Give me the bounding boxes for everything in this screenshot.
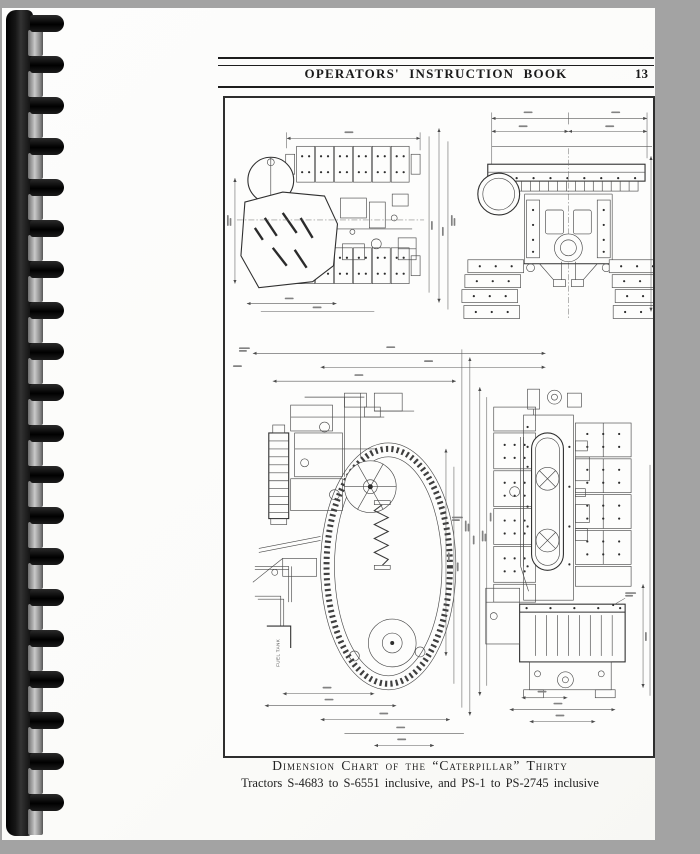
page-number: 13 bbox=[635, 66, 648, 81]
engine-plan-view-drawing bbox=[480, 387, 653, 721]
front-view-drawing bbox=[462, 111, 653, 319]
caption-title: Dimension Chart of the “Caterpillar” Thirty bbox=[272, 758, 568, 773]
top-view-drawing bbox=[227, 128, 455, 311]
caption-serial-range: Tractors S-4683 to S-6551 inclusive, and PS-1 to PS-2745 inclusive bbox=[241, 776, 599, 790]
side-view-drawing bbox=[233, 346, 546, 745]
figure-caption bbox=[180, 758, 660, 791]
header-single-rule bbox=[218, 86, 654, 88]
dimension-chart-svg bbox=[225, 98, 653, 752]
header-title: OPERATORS' INSTRUCTION BOOK bbox=[304, 66, 568, 81]
page-header bbox=[218, 55, 654, 91]
fuel-tank-label: FUEL TANK bbox=[275, 638, 281, 667]
dimension-chart-figure bbox=[223, 96, 655, 758]
header-double-rule bbox=[218, 57, 654, 66]
